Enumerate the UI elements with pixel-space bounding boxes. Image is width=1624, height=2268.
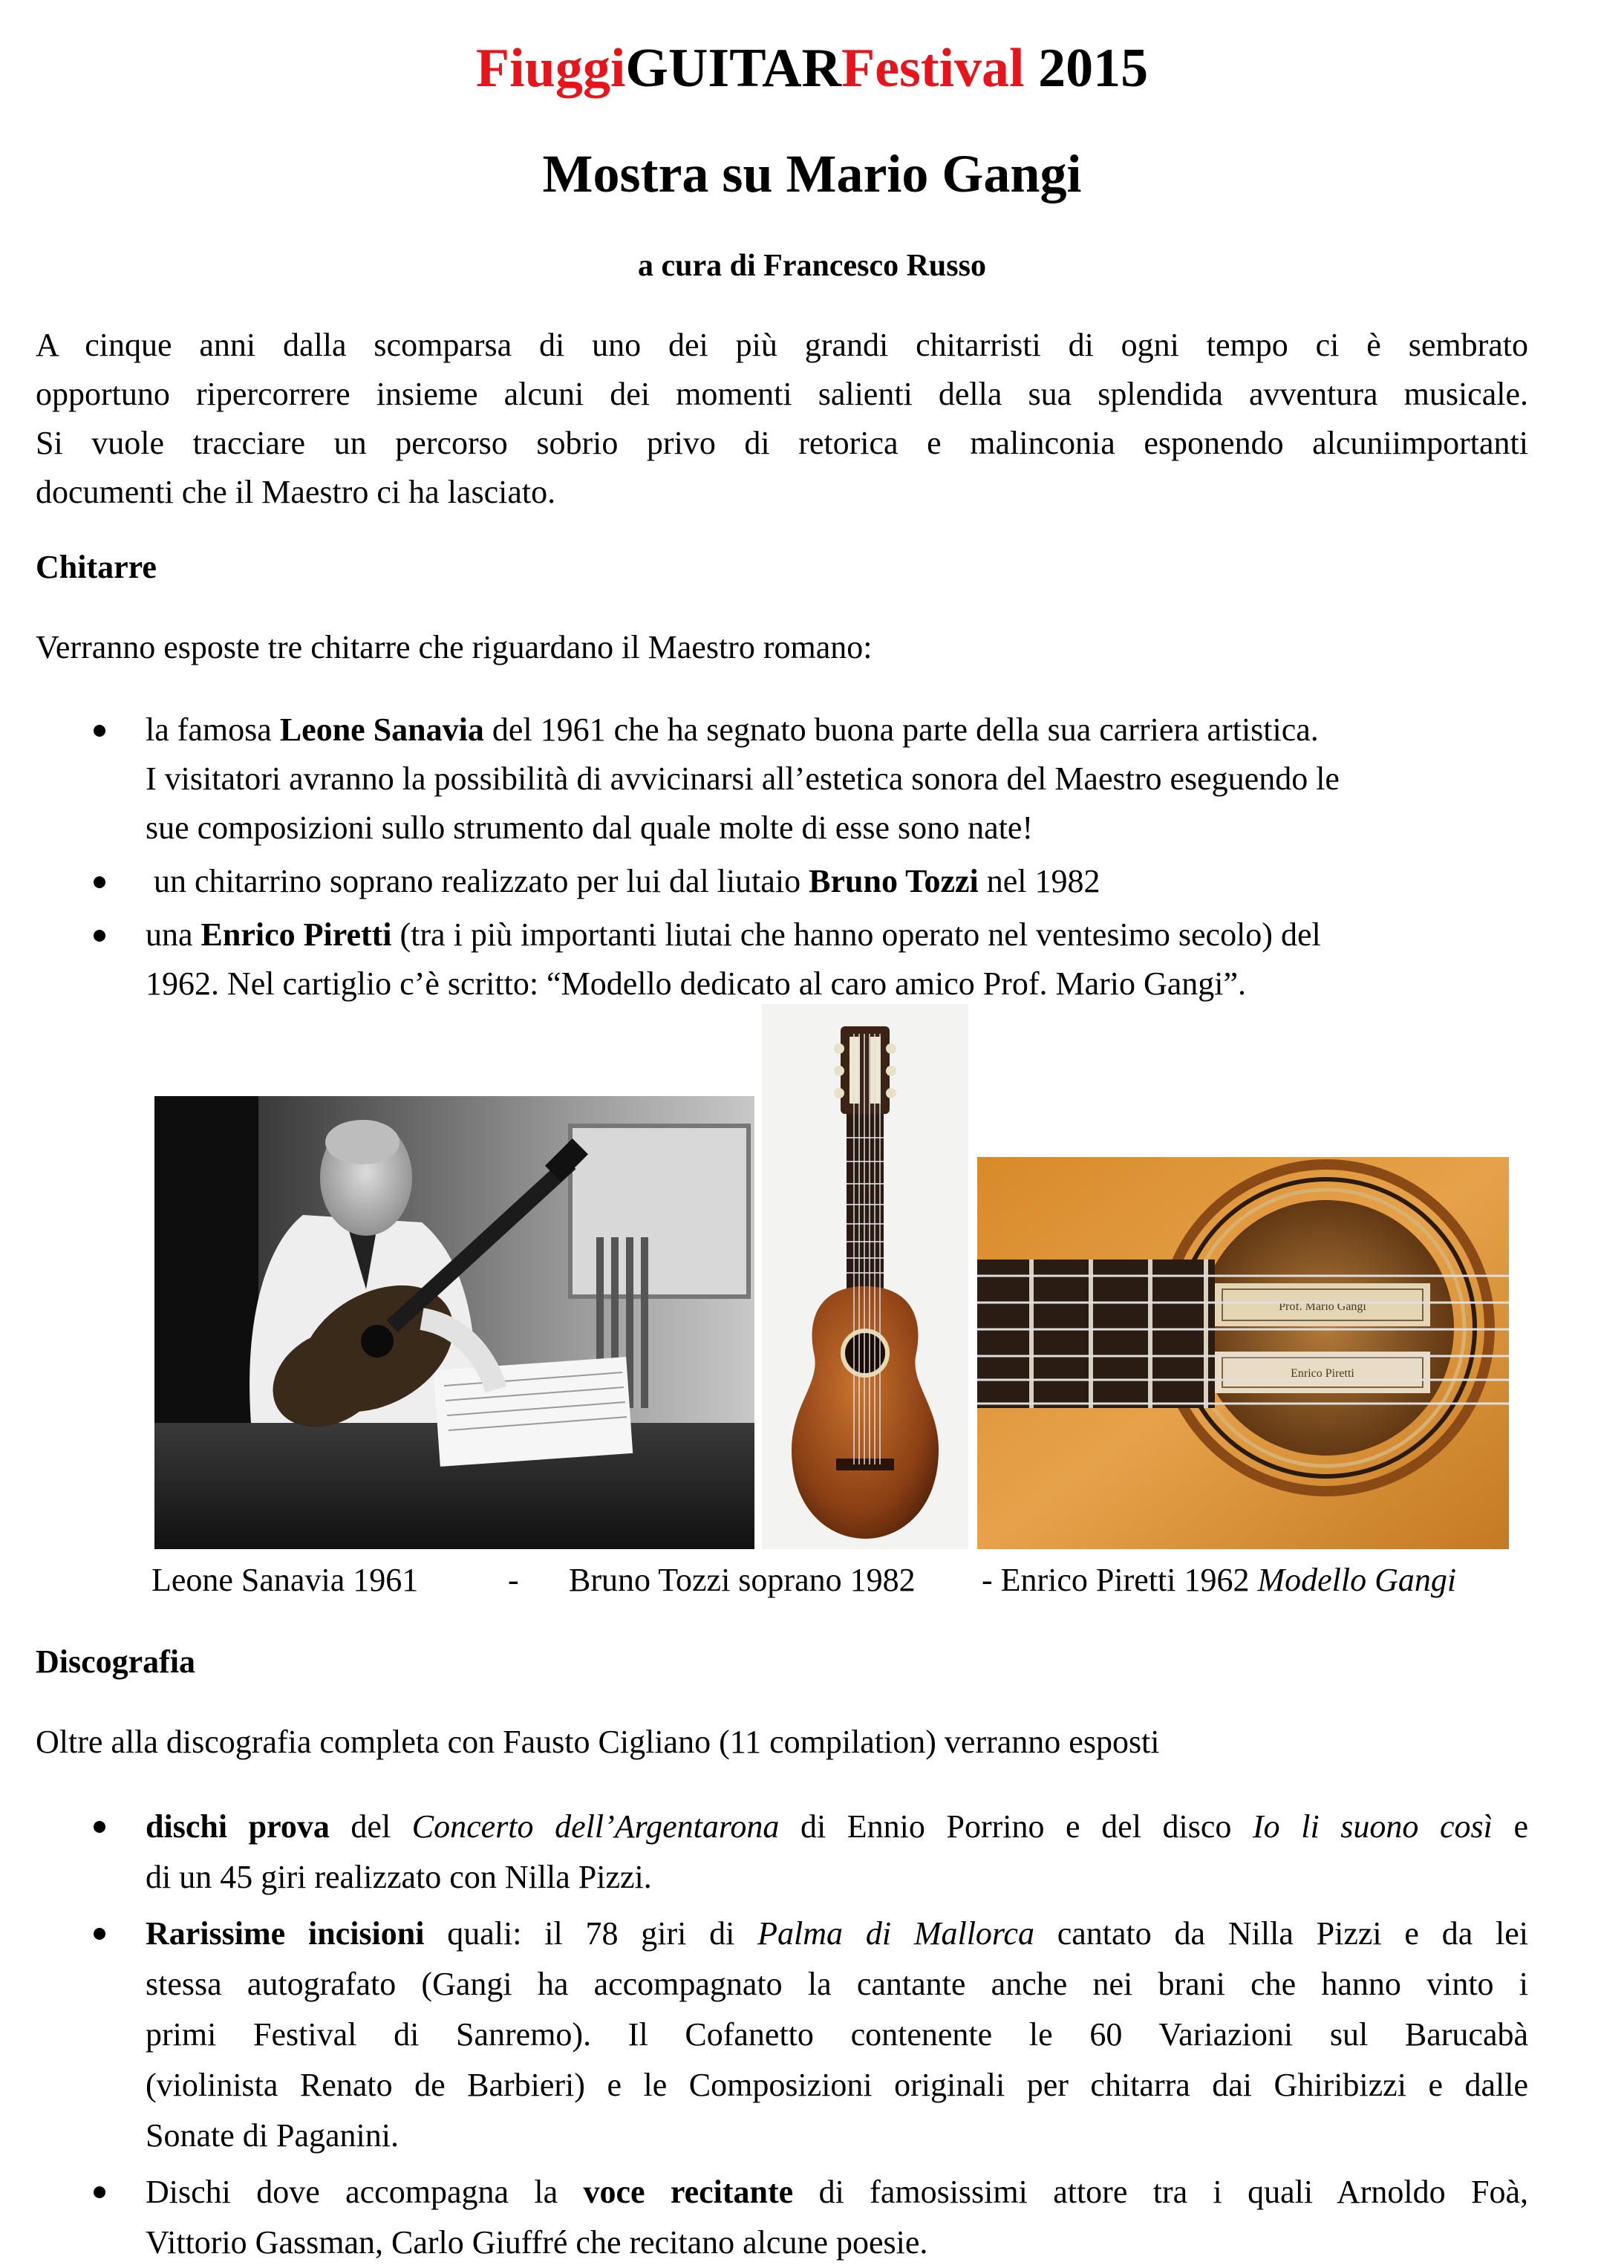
list-item-line: primi Festival di Sanremo). Il Cofanetto contenente le 60 Variazioni sul Barucabà	[146, 2016, 1528, 2053]
photo-gangi-sanavia-image	[154, 1096, 754, 1549]
photo-gangi-sanavia	[154, 1096, 754, 1549]
list-item-line: Rarissime incisioni quali: il 78 giri di Palma di Mallorca cantato da Nilla Pizzi e da lei	[146, 1915, 1528, 1952]
caption-tozzi: Bruno Tozzi soprano 1982	[569, 1562, 916, 1598]
label-text-bottom: Enrico Piretti	[1291, 1367, 1354, 1380]
list-item-line: stessa autografato (Gangi ha accompagnato la cantante anche nei brani che hanno vinto i	[146, 1966, 1528, 2002]
caption-sanavia: Leone Sanavia 1961	[151, 1562, 419, 1598]
label-text-top: Prof. Mario Gangi	[1279, 1300, 1366, 1313]
bullet-icon	[94, 2186, 105, 2198]
title-festival: Festival	[841, 38, 1025, 99]
intro-line: documenti che il Maestro ci ha lasciato.	[36, 474, 556, 510]
list-item-line: Sonate di Paganini.	[146, 2117, 399, 2154]
discografia-lead: Oltre alla discografia completa con Fausto Cigliano (11 compilation) verranno esposti	[36, 1724, 1160, 1760]
list-item-line: 1962. Nel cartiglio c’è scritto: “Modello dedicato al caro amico Prof. Mario Gangi”.	[146, 965, 1247, 1002]
discography-list	[146, 1802, 1528, 2268]
guitar-maker-piretti: Enrico Piretti	[200, 916, 392, 953]
title-fiuggi: Fiuggi	[475, 38, 626, 99]
list-item-line: sue composizioni sullo strumento dal quale molte di esse sono nate!	[146, 809, 1034, 846]
intro-line: Si vuole tracciare un percorso sobrio privo di retorica e malinconia esponendo alcuniimportanti	[36, 425, 1528, 461]
photo-tozzi-soprano-image	[762, 1004, 968, 1549]
list-item-line: I visitatori avranno la possibilità di avvicinarsi all’estetica sonora del Maestro eseguendo le	[146, 760, 1340, 797]
title-guitar: GUITAR	[625, 38, 841, 99]
bullet-icon	[94, 1821, 105, 1833]
list-item-line: Vittorio Gassman, Carlo Giuffré che recitano alcune poesie.	[146, 2224, 928, 2261]
section-heading-chitarre: Chitarre	[36, 549, 157, 585]
list-item-line: di un 45 giri realizzato con Nilla Pizzi.	[146, 1859, 652, 1895]
list-item: la famosa Leone Sanavia del 1961 che ha segnato buona parte della sua carriera artistica. I visitatori avranno la possibilità di avvicinarsi all’estetica sonora del Maestro eseguendo le sue composizioni sullo strumento dal quale molte di esse sono nate!	[146, 706, 1527, 853]
list-item	[146, 1909, 1528, 2161]
bullet-icon	[94, 725, 105, 737]
curator-line: a cura di Francesco Russo	[638, 249, 986, 283]
list-item: una Enrico Piretti (tra i più importanti liutai che hanno operato nel ventesimo secolo) del 1962. Nel cartiglio c’è scritto: “Modello dedicato al caro amico Prof. Mario Gangi”.	[146, 910, 1527, 1008]
caption-separator: -	[508, 1562, 519, 1598]
chitarre-lead: Verranno esposte tre chitarre che riguardano il Maestro romano:	[36, 629, 873, 665]
guitar-list	[146, 706, 1527, 1008]
bullet-icon	[94, 876, 105, 888]
list-item	[146, 2167, 1528, 2268]
list-item: un chitarrino soprano realizzato per lui dal liutaio Bruno Tozzi nel 1982	[146, 857, 1527, 906]
exhibition-title: Mostra su Mario Gangi	[542, 144, 1082, 203]
list-item	[146, 1802, 1528, 1903]
intro-paragraph	[36, 321, 1528, 517]
guitar-maker-sanavia: Leone Sanavia	[279, 711, 484, 748]
caption-piretti: - Enrico Piretti 1962 Modello Gangi	[982, 1562, 1457, 1598]
intro-line: A cinque anni dalla scomparsa di uno dei più grandi chitarristi di ogni tempo ci è sembrato	[36, 327, 1528, 363]
photo-piretti-label	[977, 1157, 1509, 1549]
list-item-line: Dischi dove accompagna la voce recitante di famosissimi attore tra i quali Arnoldo Foà,	[146, 2174, 1528, 2210]
bullet-icon	[94, 930, 105, 942]
bullet-icon	[94, 1928, 105, 1940]
list-item-line: (violinista Renato de Barbieri) e le Composizioni originali per chitarra dai Ghiribizzi e dalle	[146, 2067, 1528, 2103]
list-item-line: dischi prova del Concerto dell’Argentarona di Ennio Porrino e del disco Io li suono così e	[146, 1808, 1528, 1845]
festival-title	[0, 33, 1624, 104]
guitar-maker-tozzi: Bruno Tozzi	[809, 863, 979, 899]
caption-piretti-model: Modello Gangi	[1257, 1562, 1457, 1598]
section-heading-discografia: Discografia	[36, 1643, 196, 1680]
title-year: 2015	[1024, 38, 1149, 99]
intro-line: opportuno ripercorrere insieme alcuni dei momenti salienti della sua splendida avventura musicale.	[36, 376, 1528, 412]
photo-tozzi-soprano	[762, 1004, 968, 1549]
photo-piretti-label-image	[977, 1157, 1509, 1549]
